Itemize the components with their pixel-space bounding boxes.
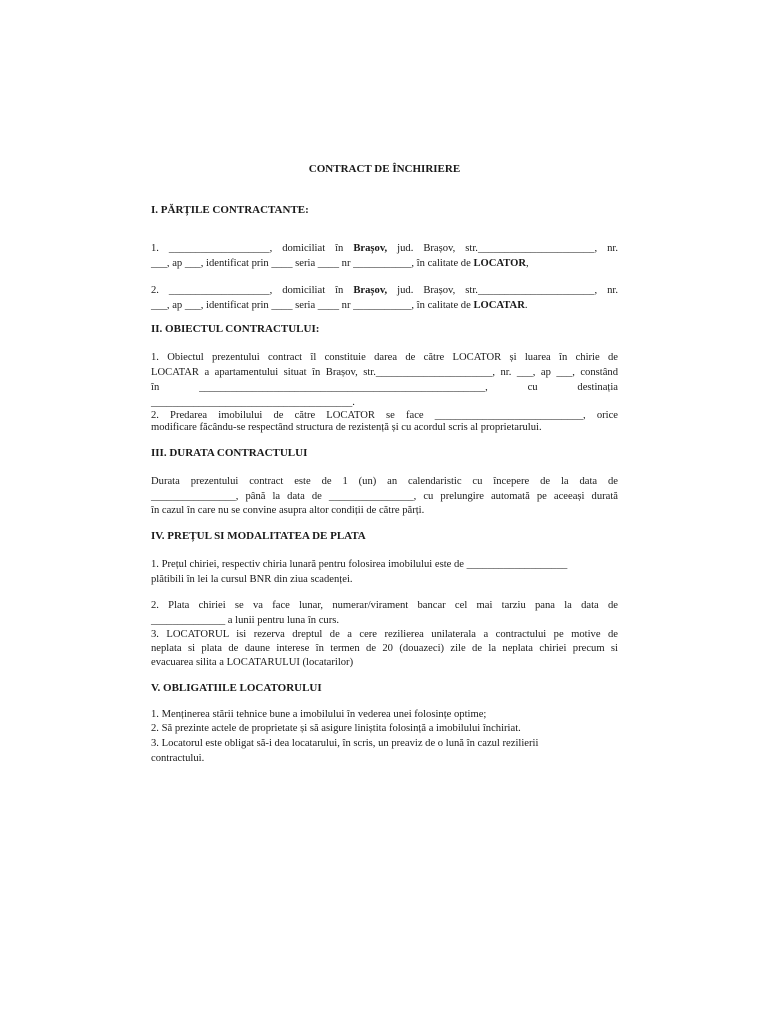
party-1-line-2: ___, ap ___, identificat prin ____ seria ____ nr ___________, în calitate de LOCATOR,	[151, 258, 529, 269]
price-line-2: plătibili în lei la cursul BNR din ziua scadenței.	[151, 574, 353, 585]
object-line-3: în ______________________________________________________, cu destinația	[151, 382, 618, 393]
price-line-3: 2. Plata chiriei se va face lunar, numerar/virament bancar cel mai tarziu pana la data de	[151, 600, 618, 611]
obligation-line-4: contractului.	[151, 753, 205, 764]
section-heading-parties: I. PĂRȚILE CONTRACTANTE:	[151, 204, 309, 216]
duration-line-3: în cazul în care nu se convine asupra altor condiții de către părți.	[151, 505, 425, 516]
party-2-line-2: ___, ap ___, identificat prin ____ seria ____ nr ___________, în calitate de LOCATAR.	[151, 300, 528, 311]
obligation-line-1: 1. Menținerea stării tehnice bune a imobilului în vederea unei folosințe optime;	[151, 709, 487, 720]
duration-line-1: Durata prezentului contract este de 1 (un) an calendaristic cu începere de la data de	[151, 476, 618, 487]
document-title: CONTRACT DE ÎNCHIRIERE	[308, 163, 461, 175]
object-line-6: modificare făcându-se respectând structura de rezistență și cu acordul scris al proprietarului.	[151, 422, 542, 433]
obligation-line-2: 2. Să prezinte actele de proprietate și să asigure liniștita folosință a imobilului închiriat.	[151, 723, 521, 734]
section-heading-object: II. OBIECTUL CONTRACTULUI:	[151, 323, 320, 335]
section-heading-obligations: V. OBLIGATIILE LOCATORULUI	[151, 682, 322, 694]
price-line-4: ______________ a lunii pentru luna în curs.	[151, 615, 340, 626]
object-line-2: LOCATAR a apartamentului situat în Brașov, str.______________________, nr. ___, ap ___, constând	[151, 367, 618, 378]
party-2-line-1: 2. ___________________, domiciliat în Brașov, jud. Brașov, str.______________________, nr.	[151, 285, 618, 296]
object-line-5: 2. Predarea imobilului de către LOCATOR se face ____________________________, orice	[151, 410, 618, 421]
object-line-1: 1. Obiectul prezentului contract îl constituie darea de către LOCATOR și luarea în chirie de	[151, 352, 618, 363]
price-line-6: neplata si plata de daune interese în termen de 20 (douazeci) zile de la neplata chiriei precum si	[151, 643, 618, 654]
section-heading-duration: III. DURATA CONTRACTULUI	[151, 447, 308, 459]
price-line-5: 3. LOCATORUL isi rezerva dreptul de a cere rezilierea unilaterala a contractului pe motive de	[151, 629, 618, 640]
object-line-4: ______________________________________.	[151, 397, 355, 408]
section-heading-price: IV. PREȚUL SI MODALITATEA DE PLATA	[151, 530, 366, 542]
obligation-line-3: 3. Locatorul este obligat să-i dea locatarului, în scris, un preaviz de o lună în cazul rezilierii	[151, 738, 539, 749]
party-1-line-1: 1. ___________________, domiciliat în Brașov, jud. Brașov, str.______________________, nr.	[151, 243, 618, 254]
price-line-1: 1. Prețul chiriei, respectiv chiria lunară pentru folosirea imobilului este de ___________________	[151, 559, 568, 570]
price-line-7: evacuarea silita a LOCATARULUI (locatarilor)	[151, 657, 354, 668]
duration-line-2: ________________, până la data de ________________, cu prelungire automată pe aceeași durată	[151, 491, 618, 502]
